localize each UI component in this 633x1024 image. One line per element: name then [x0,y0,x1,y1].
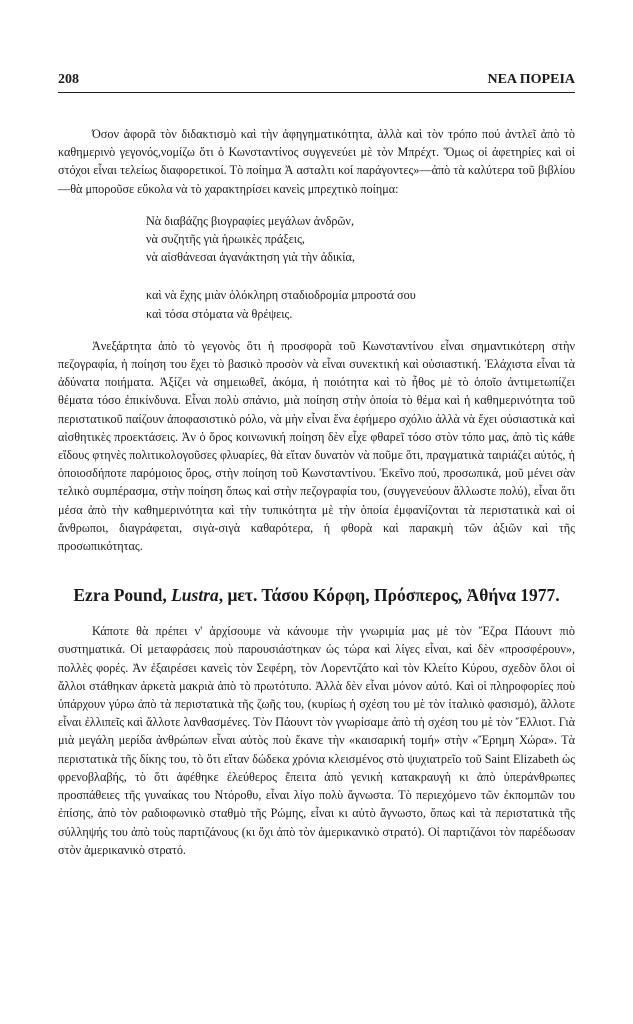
article-paragraph-2: Ἀνεξάρτητα ἀπὸ τὸ γεγονὸς ὅτι ἡ προσφορὰ τοῦ Κωνσταντίνου εἶναι σημαντικότερη στὴν πεζογραφία, ἡ ποίηση του ἔχει τὸ βασικὸ προσὸν νὰ εἶναι συνεκτική καὶ οὐσιαστική. Ἐλάχιστα εἶναι τὰ ἀδύνατα ποιήματα. Ἀξίζει νὰ σημειωθεῖ, ἀκόμα, ἡ ποιότητα καὶ τὸ ἦθος μὲ τὸ ὁποῖο ἀντιμετωπίζει θέματα τόσο ἐπικίνδυνα. Εἶναι πολὺ σπάνιο, μιὰ ποίηση στὴν ὁποία τὸ θέμα καὶ ἡ καθημερινότητα τοῦ περιστατικοῦ παίζουν ἀποφασιστικὸ ρόλο, νὰ μὴν εἶναι ἕνα ἐφήμερο σχόλιο ἀλλὰ νὰ ἔχει οὐσιαστικὰ καὶ αἰσθητικὲς προεκτάσεις. Ἀν ὁ ὅρος κοινωνική ποίηση δὲν εἶχε φθαρεῖ τόσο στὸν τόπο μας, ἀπὸ τὶς κάθε εἴδους φτηνὲς πολιτικολογοῦσες φλυαρίες, θὰ εἴταν δυνατὸν νὰ ποῦμε ὅτι, πραγματικὰ ταιριάζει αὐτός, ἡ ὁποιοσδήποτε παρόμοιος ὅρος, στὴν ποίηση τοῦ Κωνσταντίνου. Ἐκεῖνο πού, προσωπικά, μοῦ μένει σὰν τελικὸ συμπέρασμα, στὴν ποίηση ὅπως καὶ στὴν πεζογραφία του, (συγγενεύουν ἄλλωστε πολύ), εἶναι ὅτι μέσα ἀπὸ τὴν καθημερινότητα καὶ τὴν τυπικότητα μὲ τὴν ὁποία ἐμφανίζονται τὰ περιστατικὰ καὶ οἱ ἄνθρωποι, διαγράφεται, σιγὰ-σιγὰ καθαρότερα, ἡ φθορὰ καὶ παρακμὴ τῶν ἀξιῶν καὶ τῆς προσωπικότητας. [58,338,575,554]
poem-line: νὰ αἰσθάνεσαι ἀγανάκτηση γιὰ τὴν ἀδικία, [146,250,355,265]
poem-line: νὰ συζητῆς γιὰ ἡρωικὲς πράξεις, [146,232,305,247]
review-paragraph: Κάποτε θὰ πρέπει ν' ἀρχίσουμε νὰ κάνουμε τὴν γνωριμία μας μὲ τὸν Ἔζρα Πάουντ πιὸ συστηματικά. Οἱ μεταφράσεις ποὺ παρουσιάστηκαν ὡς τώρα καὶ λίγες εἶναι, καὶ δὲν «προσφέρουν», πολλὲς φορές. Ἀν ἐξαιρέσει κανεὶς τὸν Σεφέρη, τὸν Λορεντζάτο καὶ τὸν Κλείτο Κύρου, σχεδὸν ὅλοι οἱ ἄλλοι στάθηκαν ἀρκετὰ μακριὰ ἀπὸ τὸ πρωτότυπο. Ἀλλὰ δὲν εἶναι μόνον αὐτό. Καὶ οἱ πληροφορίες ποὺ ὑπάρχουν γύρω ἀπὸ τὰ περιστατικὰ τῆς ζωῆς του, (κυρίως ἡ σχέση του μὲ τὸν ἰταλικὸ φασισμό), ἄλλοτε εἶναι ἐλλιπεῖς καὶ ἄλλοτε λανθασμένες. Τὸν Πάουντ τὸν γνωρίσαμε ἀπὸ τὴ σχέση του μὲ τὸν Ἔλλιοτ. Γιὰ μιὰ μεγάλη μερίδα ἀνθρώπων εἶναι αὐτὸς ποὺ ἔκανε τὴν «καισαρική τομή» στὴν «Ἔρημη Χώρα». Τὰ περιστατικὰ τῆς δίκης του, τὸ ὅτι εἴταν δώδεκα χρόνια κλεισμένος στὸ ψυχιατρεῖο τοῦ Saint Elizabeth ὡς φρενοβλαβής, τὸ ὅτι ἀφέθηκε ἐλεύθερος ἔπειτα ἀπὸ γενικὴ κατακραυγὴ κι ἀπὸ ὑπεράνθρωπες προσπάθειες τῆς γυναίκας του Ντόροθυ, εἶναι λίγο πολὺ ἄγνωστα. Τὸ περιεχόμενο τῶν ἐκπομπῶν του ἐπίσης, ἀπὸ τὸν ραδιοφωνικὸ σταθμὸ τῆς Ρώμης, εἶναι κι αὐτὸ ἄγνωστο, ὅπως καὶ τὰ περιστατικὰ τῆς σύλληψής του ἀπὸ τοὺς παρτιζάνους (κι ὄχι ἀπὸ τὸν ἀμερικανικὸ στρατό). Οἱ παρτιζάνοι τὸν παρέδωσαν στὸν ἀμερικανικὸ στρατό. [58,624,575,857]
review-heading-author: Ezra Pound, [73,585,172,606]
review-heading-publication: , μετ. Τάσου Κόρφη, Πρόσπερος, Ἀθήνα 1977. [218,585,560,606]
poem-stanza-2 [58,286,575,322]
poem-line: Νὰ διαβάζης βιογραφίες μεγάλων ἀνδρῶν, [146,213,354,228]
review-heading [58,585,575,606]
review-heading-book-title: Lustra [171,585,219,606]
journal-title: ΝΕΑ ΠΟΡΕΙΑ [487,72,575,87]
poem-line: καὶ τόσα στόματα νὰ θρέψεις. [146,306,293,321]
running-header [58,72,575,93]
page-number: 208 [58,72,79,87]
poem-line: καὶ νὰ ἔχης μιὰν ὁλόκληρη σταδιοδρομία μπροστά σου [146,288,416,303]
article-paragraph-1: Όσον ἀφορᾶ τὸν διδακτισμὸ καὶ τὴν ἀφηγηματικότητα, ἀλλὰ καὶ τὸν τρόπο πού ἀντλεῖ ἀπὸ τὸ καθημερινὸ γεγονός,νομίζω ὅτι ὁ Κωνσταντίνος συγγενεύει μὲ τὸν Μπρέχτ. Ὅμως οἱ ἀφετηρίες καὶ οἱ στόχοι εἶναι τελείως διαφορετικοί. Τὸ ποίημα Ἀ ασταλτι κοί παράγοντες»—ἀπὸ τὰ καλύτερα τοῦ βιβλίου—θὰ μποροῦσε εὔκολα νὰ τὸ χαρακτηρίσει κανεὶς μπρεχτικὸ ποίημα: [58,127,575,196]
poem-stanza-1 [58,212,575,267]
